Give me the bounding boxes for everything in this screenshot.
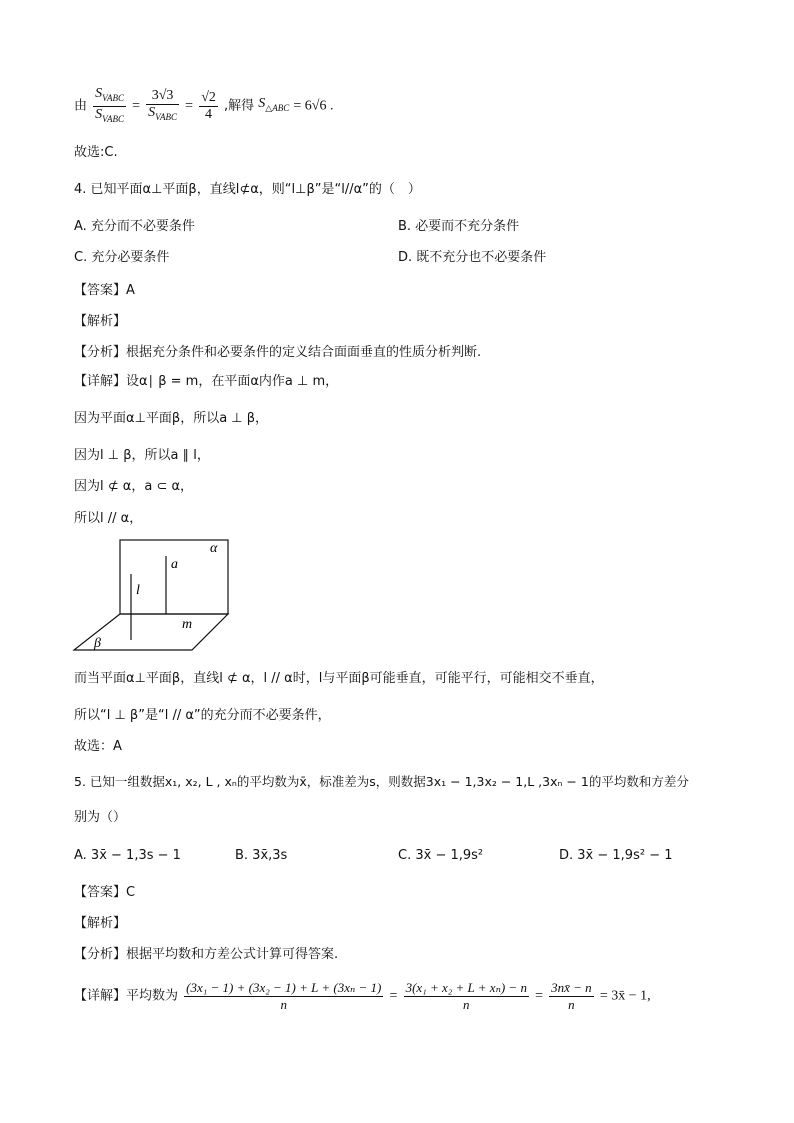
q4-option-b: B. 必要而不充分条件	[398, 219, 520, 234]
q3-formula-line: 由 $\frac{S_{VABC}}{S_{VABC}}$ = $\frac{3√3}{S_{VABC}}$ = $\frac{√2}{4}$ ,解得 $S_{\triangle ABC} = 6√6$ .	[74, 86, 333, 127]
q5-answer: 【答案】C	[74, 885, 136, 900]
q4-detail-5: 所以l // α，	[74, 511, 143, 526]
q4-analysis: 【分析】根据充分条件和必要条件的定义结合面面垂直的性质分析判断.	[74, 345, 482, 360]
label-beta: β	[94, 636, 101, 651]
q4-analysis-title: 【解析】	[74, 314, 127, 329]
q5-result: = 3x̄ − 1,	[599, 988, 651, 1004]
q3-solve-text: ,解得	[224, 98, 255, 114]
q5-fraction-3: $\frac{3nx̄ - n}{n}$	[551, 980, 592, 1012]
q5-detail-line: 【详解】平均数为 $\frac{\text{(3x₁ − 1) + (3x₂ − 1) + L + (3xₙ − 1)}}{n}$ = $\frac{\text{3(x₁ + x₂ + L + xₙ) − n}}{n}$ = $\frac{3nx̄ - n}{n}$ = 3x̄ − 1,	[74, 980, 651, 1012]
q5-option-d: D. 3x̄ − 1,9s² − 1	[559, 848, 673, 863]
q4-answer: 【答案】A	[74, 283, 135, 298]
q4-detail-3: 因为l ⊥ β，所以a ∥ l，	[74, 448, 210, 463]
q5-analysis: 【分析】根据平均数和方差公式计算可得答案.	[74, 947, 339, 962]
q5-option-c: C. 3x̄ − 1,9s²	[398, 848, 484, 863]
q3-result: = 6√6 .	[293, 98, 334, 114]
fraction-1: $\frac{S_{VABC}}{S_{VABC}}$	[95, 86, 124, 124]
q3-prefix: 由	[74, 98, 88, 114]
q5-analysis-title: 【解析】	[74, 916, 127, 931]
q4-after-2: 所以“l ⊥ β”是“l // α”的充分而不必要条件，	[74, 708, 331, 723]
q4-option-c: C. 充分必要条件	[74, 250, 170, 265]
q5-stem-2: 别为（）	[74, 810, 127, 825]
q4-choice: 故选：A	[74, 739, 122, 754]
plane-figure	[72, 538, 232, 656]
q4-stem: 4. 已知平面α⊥平面β，直线l⊄α，则“l⊥β”是“l//α”的（ ）	[74, 182, 421, 197]
q5-fraction-1: $\frac{\text{(3x₁ − 1) + (3x₂ − 1) + L + (3xₙ − 1)}}{n}$	[186, 980, 382, 1012]
q4-detail-1: 【详解】设α∣ β = m，在平面α内作a ⊥ m，	[74, 374, 339, 389]
q5-fraction-2: $\frac{\text{3(x₁ + x₂ + L + xₙ) − n}}{n}$	[405, 980, 527, 1012]
q5-option-a: A. 3x̄ − 1,3s − 1	[74, 848, 181, 863]
fraction-2: $\frac{3√3}{S_{VABC}}$	[148, 87, 177, 122]
q4-detail-2: 因为平面α⊥平面β，所以a ⊥ β，	[74, 411, 269, 426]
q4-option-d: D. 既不充分也不必要条件	[398, 250, 547, 265]
label-l: l	[136, 583, 140, 598]
q4-after-1: 而当平面α⊥平面β，直线l ⊄ α，l // α时，l与平面β可能垂直，可能平行，可能相交不垂直，	[74, 671, 604, 686]
q4-detail-4: 因为l ⊄ α，a ⊂ α，	[74, 479, 194, 494]
q5-stem-1: 5. 已知一组数据x₁, x₂, L , xₙ的平均数为x̄，标准差为s，则数据3x₁ − 1,3x₂ − 1,L ,3xₙ − 1的平均数和方差分	[74, 774, 689, 789]
fraction-3: $\frac{√2}{4}$	[201, 89, 216, 122]
q4-option-a: A. 充分而不必要条件	[74, 219, 195, 234]
q5-detail-label: 【详解】平均数为	[74, 988, 179, 1004]
label-m: m	[182, 617, 193, 632]
q5-option-b: B. 3x̄,3s	[235, 848, 288, 863]
label-a: a	[171, 557, 178, 572]
label-alpha: α	[210, 541, 218, 556]
q3-choice: 故选:C.	[74, 145, 118, 160]
